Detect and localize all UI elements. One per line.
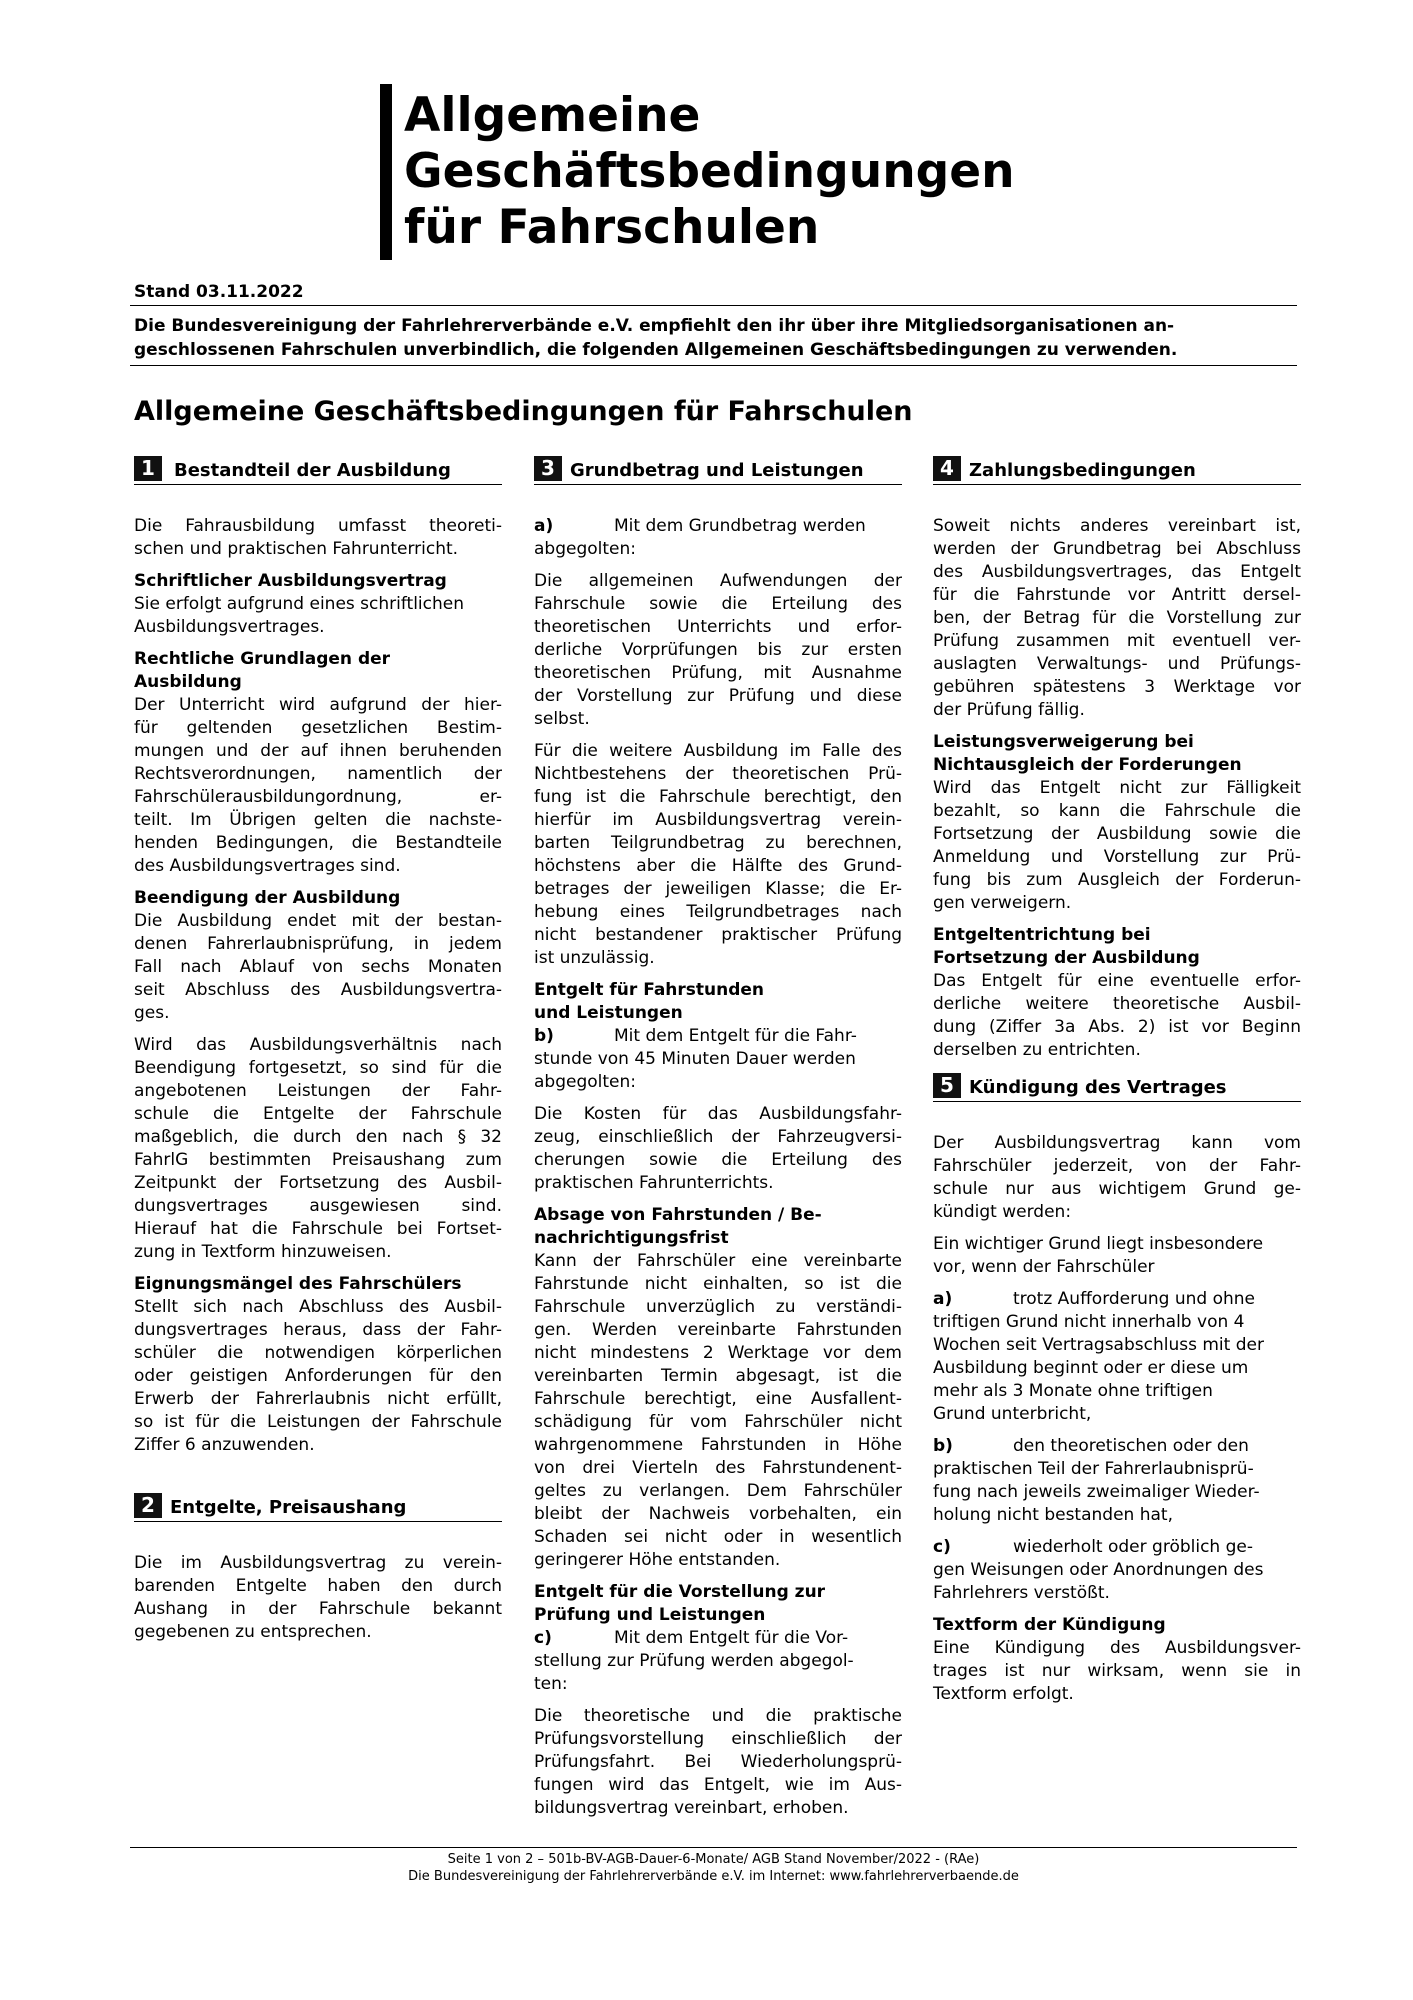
clause-c: c) wiederholt oder gröblich ge- gen Weisungen oder Anordnungen des Fahrlehrers verstößt.: [933, 1537, 1264, 1603]
stand-date: Stand 03.11.2022: [134, 282, 304, 302]
intro-paragraph: Die Bundesvereinigung der Fahrlehrerverbände e.V. empfiehlt den ihr über ihre Mitgliedsorganisationen an- geschlossenen Fahrschulen unverbindlich, die folgenden Allgemeinen Geschäftsbedingungen zu verwenden.: [134, 316, 1178, 360]
paragraph: Soweit nichts anderes vereinbart ist, werden der Grundbetrag bei Abschluss des Ausbildungsvertrages, das Entgelt für die Fahrstunde vor Antritt dersel- ben, der Betrag für die Vorstellung zur Prüfung zusammen mit eventuell ver- auslagten Verwaltungs- und Prüfungs- gebühren spätestens 3 Werktage vor der Prüfung fällig.: [933, 516, 1301, 720]
subheading: Textform der Kündigung: [933, 1615, 1166, 1635]
clause-a: a) trotz Aufforderung und ohne triftigen Grund nicht innerhalb von 4 Wochen seit Vertragsabschluss mit der Ausbildung beginnt oder er diese um mehr als 3 Monate ohne triftigen Grund unterbricht,: [933, 1289, 1264, 1424]
subheading: Entgeltentrichtung bei: [933, 925, 1151, 945]
subheading: Entgelt für Fahrstunden: [534, 980, 765, 1000]
subheading: Absage von Fahrstunden / Be-: [534, 1205, 822, 1225]
paragraph: Eignungsmängel des Fahrschülers Stellt sich nach Abschluss des Ausbil- dungsvertrages heraus, dass der Fahr- schüler die notwendigen körperlichen oder geistigen Anforderungen für den Erwerb der Fahrerlaubnis nicht erfüllt, so ist für die Leistungen der Fahrschule Ziffer 6 anzuwenden.: [134, 1274, 502, 1455]
section-3-heading: [534, 454, 902, 485]
clause-c: Entgelt für die Vorstellung zur Prüfung und Leistungen c) Mit dem Entgelt für die Vor- stellung zur Prüfung werden abgegol- ten:: [534, 1581, 902, 1696]
section-number: 3: [534, 456, 562, 481]
main-heading: Allgemeine Geschäftsbedingungen für Fahrschulen: [134, 396, 913, 427]
subheading: Eignungsmängel des Fahrschülers: [134, 1274, 462, 1294]
section-title: Bestandteil der Ausbildung: [174, 460, 451, 481]
clause-b: Entgelt für Fahrstunden und Leistungen b) Mit dem Entgelt für die Fahr- stunde von 45 Minuten Dauer werden abgegolten:: [534, 979, 902, 1094]
column-2: [534, 454, 902, 1829]
section-number: 1: [134, 456, 162, 481]
footer-divider: [130, 1847, 1297, 1848]
paragraph: Rechtliche Grundlagen der Ausbildung Der Unterricht wird aufgrund der hier- für geltenden gesetzlichen Bestim- mungen und der auf ihnen beruhenden Rechtsverordnungen, namentlich der Fahrschülerausbildungordnung, er- teilt. Im Übrigen gelten die nachste- henden Bedingungen, die Bestandteile des Ausbildungsvertrages sind.: [134, 649, 502, 876]
section-2-heading: [134, 1491, 502, 1522]
subheading: Beendigung der Ausbildung: [134, 888, 401, 908]
paragraph: Ein wichtiger Grund liegt insbesondere vor, wenn der Fahrschüler: [933, 1234, 1264, 1277]
section-title: Grundbetrag und Leistungen: [570, 460, 864, 481]
clause-label: c): [534, 1628, 552, 1648]
paragraph: Die Kosten für das Ausbildungsfahr- zeug, einschließlich der Fahrzeugversi- cherungen sowie die Erteilung des praktischen Fahrunterrichts.: [534, 1104, 902, 1193]
divider-top: [130, 305, 1297, 306]
subheading: Leistungsverweigerung bei: [933, 732, 1194, 752]
paragraph: Schriftlicher Ausbildungsvertrag Sie erfolgt aufgrund eines schriftlichen Ausbildungsvertrages.: [134, 570, 502, 639]
section-1-heading: [134, 454, 502, 485]
footer-page-info: Seite 1 von 2 – 501b-BV-AGB-Dauer-6-Monate/ AGB Stand November/2022 - (RAe): [447, 1852, 980, 1867]
paragraph: Die theoretische und die praktische Prüfungsvorstellung einschließlich der Prüfungsfahrt. Bei Wiederholungsprü- fungen wird das Entgelt, wie im Aus- bildungsvertrag vereinbart, erhoben.: [534, 1706, 902, 1818]
subheading: Entgelt für die Vorstellung zur: [534, 1582, 826, 1602]
subheading: Schriftlicher Ausbildungsvertrag: [134, 571, 447, 591]
paragraph: Die im Ausbildungsvertrag zu verein- barenden Entgelte haben den durch Aushang in der Fahrschule bekannt gegebenen zu entsprechen.: [134, 1553, 502, 1642]
section-number: 2: [134, 1493, 162, 1518]
paragraph: Textform der Kündigung Eine Kündigung des Ausbildungsver- trages ist nur wirksam, wenn sie in Textform erfolgt.: [933, 1615, 1301, 1704]
clause-label: c): [933, 1537, 951, 1557]
footer-website: Die Bundesvereinigung der Fahrlehrerverbände e.V. im Internet: www.fahrlehrerverbaende.de: [408, 1869, 1019, 1884]
divider-intro-bottom: [130, 365, 1297, 366]
section-title: Entgelte, Preisaushang: [170, 1497, 407, 1518]
section-title: Kündigung des Vertrages: [969, 1077, 1227, 1098]
section-4-heading: [933, 454, 1301, 485]
subheading: Rechtliche Grundlagen der: [134, 649, 391, 669]
paragraph: Absage von Fahrstunden / Be- nachrichtigungsfrist Kann der Fahrschüler eine vereinbarte Fahrstunde nicht einhalten, so ist die Fahrschule unverzüglich zu verständi- gen. Werden vereinbarte Fahrstunden nicht mindestens 2 Werktage vor dem vereinbarten Termin abgesagt, ist die Fahrschule berechtigt, eine Ausfallent- schädigung für vom Fahrschüler nicht wahrgenommene Fahrstunden in Höhe von drei Vierteln des Fahrstundenent- geltes zu verlangen. Dem Fahrschüler bleibt der Nachweis vorbehalten, ein Schaden sei nicht oder in wesentlich geringerer Höhe entstanden.: [534, 1205, 902, 1570]
column-1: [134, 454, 502, 1653]
title-accent-bar: [380, 84, 392, 260]
column-3: [933, 454, 1301, 1715]
paragraph: Entgeltentrichtung bei Fortsetzung der Ausbildung Das Entgelt für eine eventuelle erfor- derliche weitere theoretische Ausbil- dung (Ziffer 3a Abs. 2) ist vor Beginn derselben zu entrichten.: [933, 925, 1301, 1060]
section-title: Zahlungsbedingungen: [969, 460, 1196, 481]
clause-label: a): [534, 516, 554, 536]
document-title-block: [380, 84, 1140, 260]
clause-label: a): [933, 1289, 953, 1309]
clause-label: b): [933, 1436, 953, 1456]
paragraph: Leistungsverweigerung bei Nichtausgleich der Forderungen Wird das Entgelt nicht zur Fälligkeit bezahlt, so kann die Fahrschule die Fortsetzung der Ausbildung sowie die Anmeldung und Vorstellung zur Prü- fung bis zum Ausgleich der Forderun- gen verweigern.: [933, 732, 1301, 913]
paragraph: Der Ausbildungsvertrag kann vom Fahrschüler jederzeit, von der Fahr- schule nur aus wichtigem Grund ge- kündigt werden:: [933, 1133, 1301, 1222]
paragraph: Die Fahrausbildung umfasst theoreti- schen und praktischen Fahrunterricht.: [134, 516, 502, 559]
paragraph: Für die weitere Ausbildung im Falle des Nichtbestehens der theoretischen Prü- fung ist die Fahrschule berechtigt, den hierfür im Ausbildungsvertrag verein- barten Teilgrundbetrag zu berechnen, höchstens aber die Hälfte des Grund- betrages der jeweiligen Klasse; die Er- hebung eines Teilgrundbetrages nach nicht bestandener praktischer Prüfung ist unzulässig.: [534, 741, 902, 968]
clause-b: b) den theoretischen oder den praktischen Teil der Fahrerlaubnisprü- fung nach jeweils zweimaliger Wieder- holung nicht bestanden hat,: [933, 1436, 1260, 1525]
section-number: 4: [933, 456, 961, 481]
paragraph: Die allgemeinen Aufwendungen der Fahrschule sowie die Erteilung des theoretischen Unterrichts und erfor- derliche Vorprüfungen bis zur ersten theoretischen Prüfung, mit Ausnahme der Vorstellung zur Prüfung und diese selbst.: [534, 571, 902, 729]
section-5-heading: [933, 1071, 1301, 1102]
paragraph: Wird das Ausbildungsverhältnis nach Beendigung fortgesetzt, so sind für die angebotenen Leistungen der Fahr- schule die Entgelte der Fahrschule maßgeblich, die durch den nach § 32 FahrlG bestimmten Preisaushang zum Zeitpunkt der Fortsetzung des Ausbil- dungsvertrages ausgewiesen sind. Hierauf hat die Fahrschule bei Fortset- zung in Textform hinzuweisen.: [134, 1035, 502, 1262]
document-title: Allgemeine Geschäftsbedingungen für Fahrschulen: [404, 88, 1015, 255]
clause-a: a) Mit dem Grundbetrag werden abgegolten:: [534, 516, 866, 559]
section-number: 5: [933, 1073, 961, 1098]
paragraph: Beendigung der Ausbildung Die Ausbildung endet mit der bestan- denen Fahrerlaubnisprüfung, in jedem Fall nach Ablauf von sechs Monaten seit Abschluss des Ausbildungsvertra- ges.: [134, 888, 502, 1023]
clause-label: b): [534, 1026, 554, 1046]
